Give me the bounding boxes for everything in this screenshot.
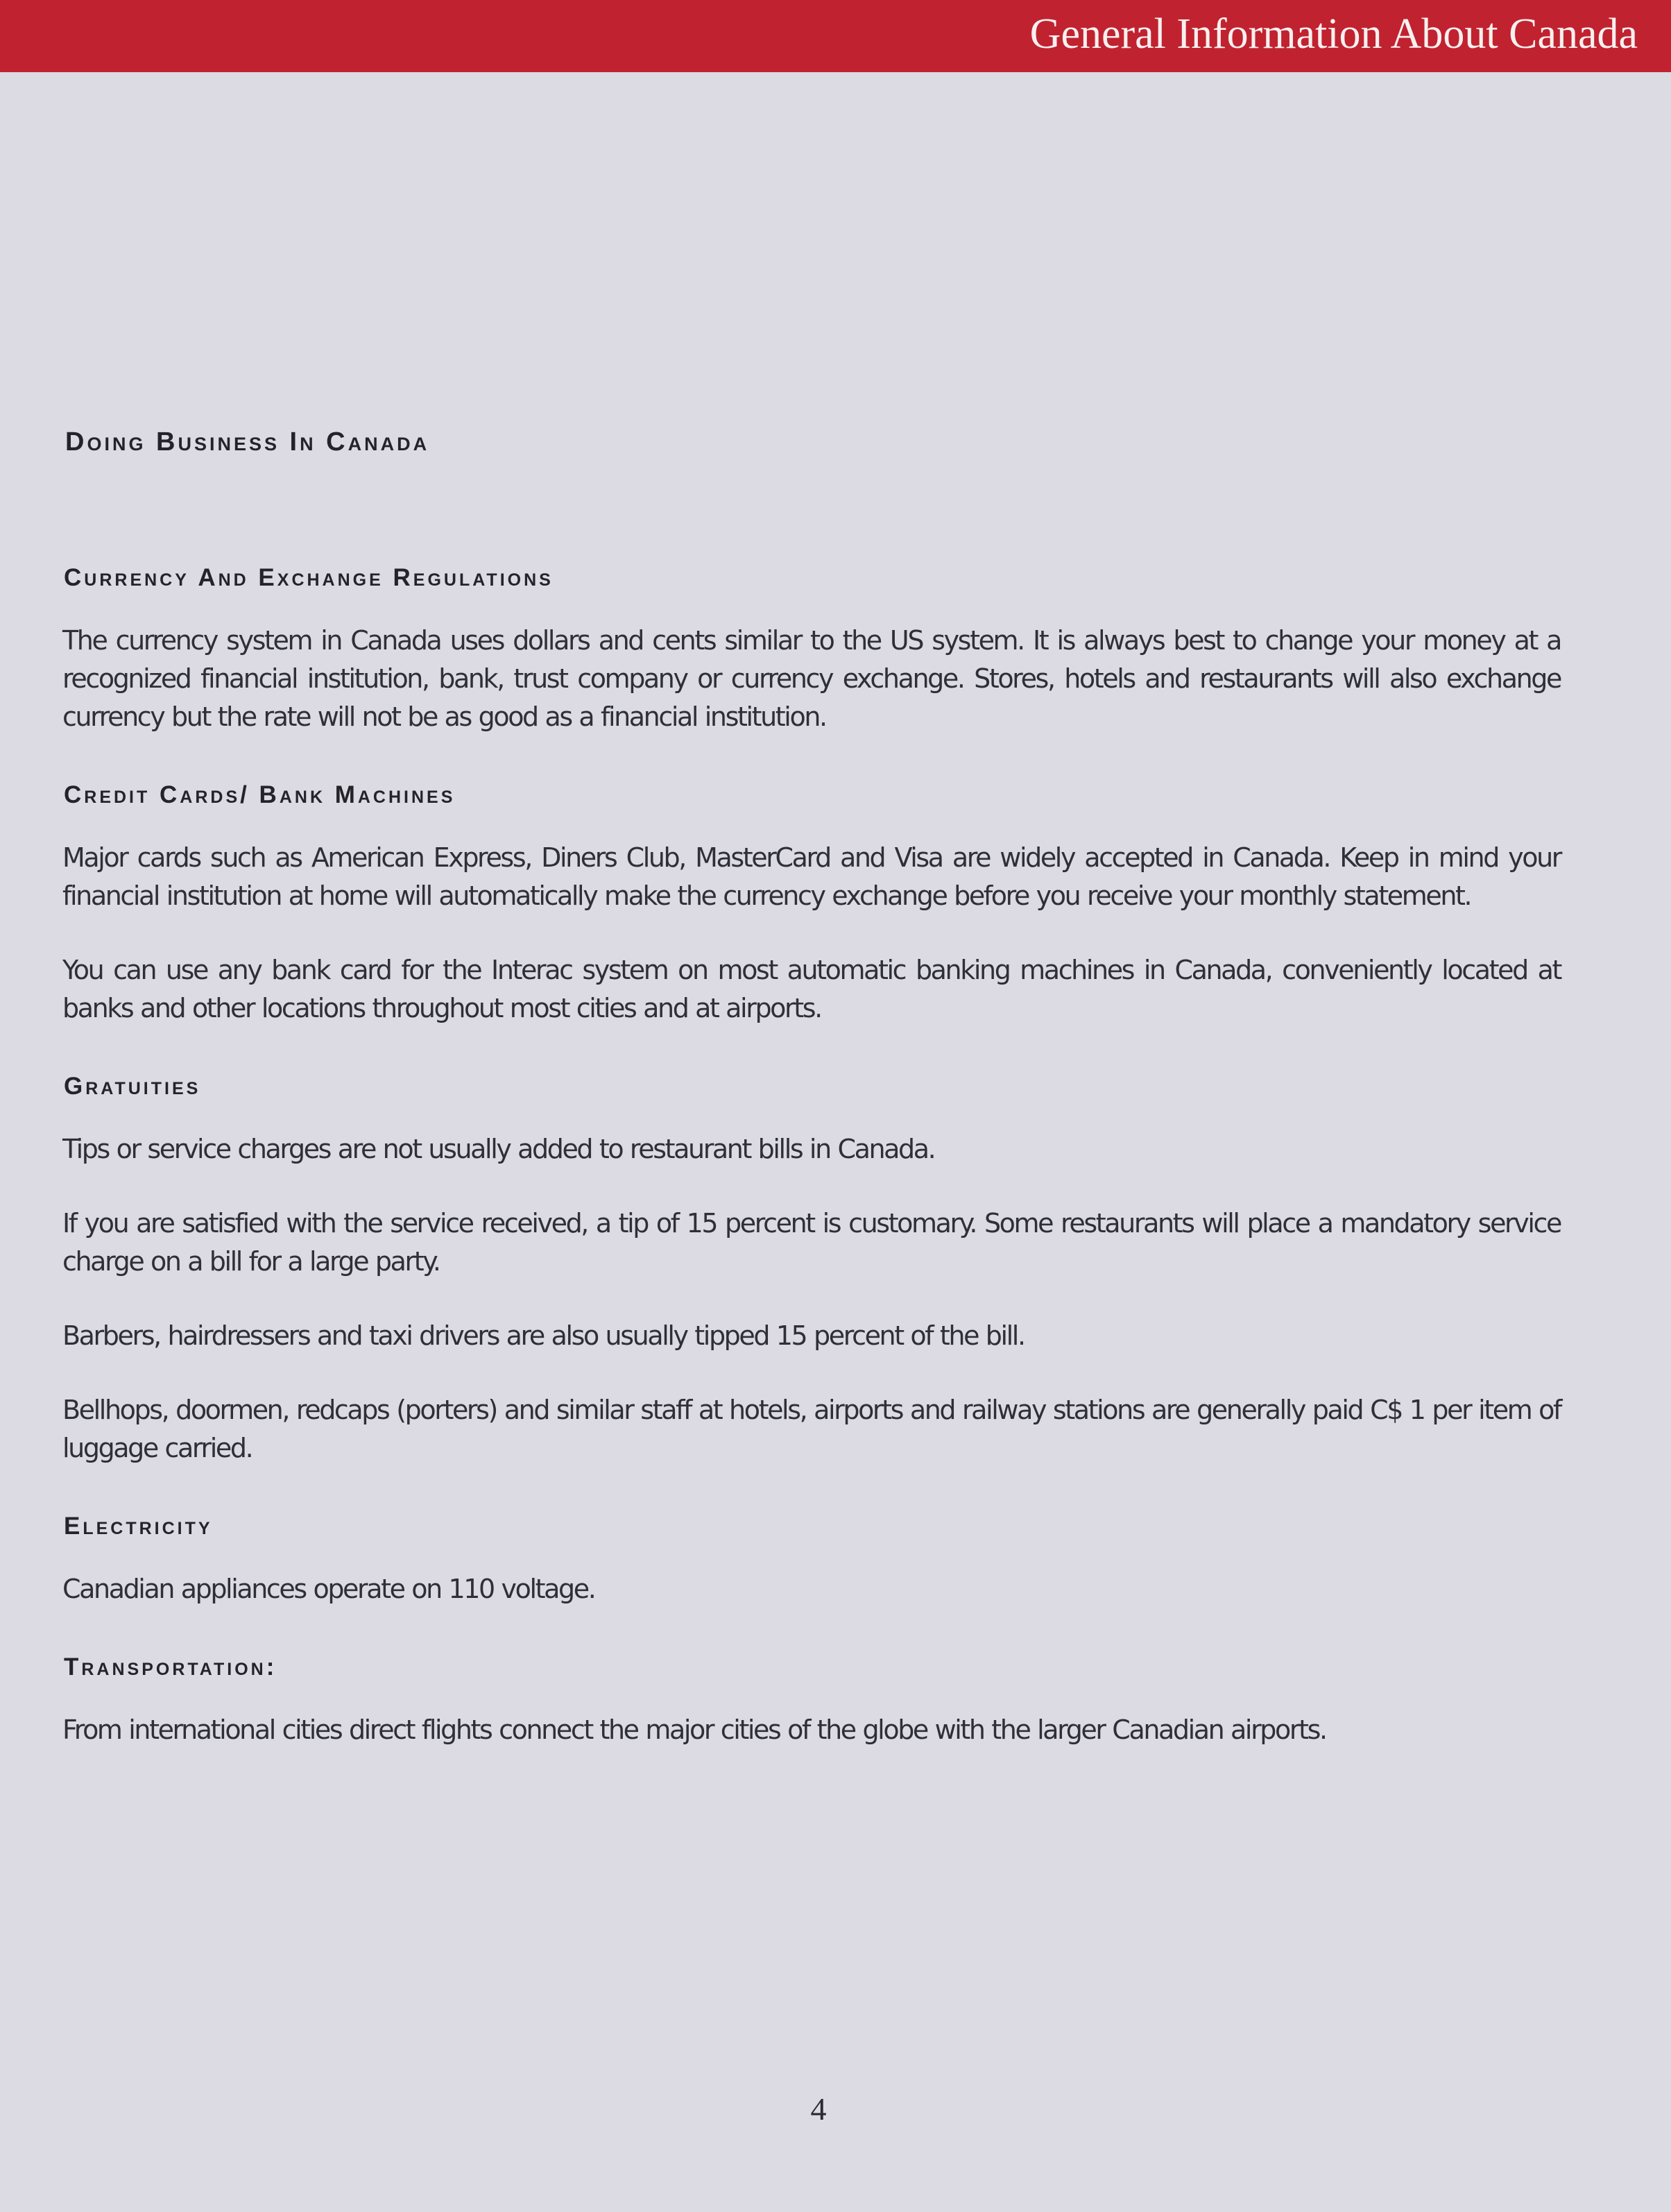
document-body [60, 425, 1561, 1785]
paragraph: You can use any bank card for the Interac system on most automatic banking machines in Canada, conveniently located at banks and other locations throughout most cities and at airports. [62, 955, 1561, 1023]
section-heading: Gratuities [64, 1073, 201, 1100]
section-currency [60, 562, 1561, 736]
paragraph: Barbers, hairdressers and taxi drivers are also usually tipped 15 percent of the bill. [62, 1320, 1025, 1351]
paragraph: Canadian appliances operate on 110 voltage. [62, 1574, 595, 1604]
section-heading: Transportation: [64, 1653, 277, 1681]
section-heading: Electricity [64, 1513, 213, 1540]
paragraph: From international cities direct flights connect the major cities of the globe with the larger Canadian airports. [62, 1715, 1326, 1745]
page-header-title: General Information About Canada [1029, 10, 1638, 58]
section-heading: Credit Cards/ Bank Machines [64, 781, 456, 808]
section-heading: Currency And Exchange Regulations [64, 564, 554, 591]
section-transportation [60, 1651, 1558, 1749]
section-electricity [60, 1511, 1558, 1608]
paragraph: Major cards such as American Express, Diners Club, MasterCard and Visa are widely accepted in Canada. Keep in mind your financial institution at home will automatically make the currency exchange before you receive your monthly statement. [62, 842, 1561, 911]
section-gratuities [60, 1071, 1561, 1467]
paragraph: Bellhops, doormen, redcaps (porters) and similar staff at hotels, airports and railway stations are generally paid C$ 1 per item of luggage carried. [62, 1395, 1561, 1463]
header-band [0, 0, 1671, 72]
paragraph: If you are satisfied with the service received, a tip of 15 percent is customary. Some restaurants will place a mandatory service charge on a bill for a large party. [62, 1208, 1561, 1277]
paragraph: Tips or service charges are not usually added to restaurant bills in Canada. [62, 1134, 935, 1164]
paragraph: The currency system in Canada uses dollars and cents similar to the US system. It is always best to change your money at a recognized financial institution, bank, trust company or currency exchange. Stores, hotels and restaurants will also exchange currency but the rate will not be as good as a financial institution. [62, 625, 1561, 732]
page-number: 4 [810, 2091, 827, 2127]
main-heading: Doing Business In Canada [65, 427, 430, 457]
section-credit-cards [60, 779, 1561, 1028]
